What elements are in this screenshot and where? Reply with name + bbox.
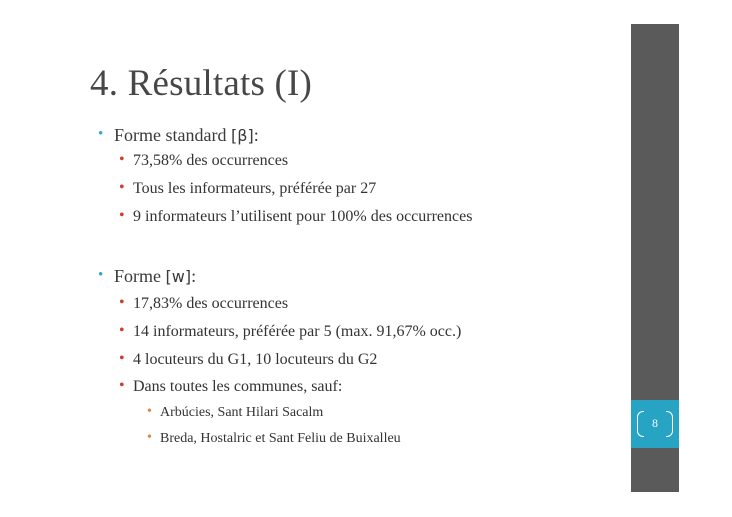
heading-suffix: : [191,266,197,286]
bullet-icon: • [119,207,125,224]
sub-list-item-text: Breda, Hostalric et Sant Feliu de Buixalleu [160,431,401,446]
sub-list-item-text: Arbúcies, Sant Hilari Sacalm [160,405,324,420]
sub-list-item [147,430,401,447]
bullet-icon: • [119,377,125,394]
heading-suffix: : [253,125,259,145]
list-item-text: Dans toutes les communes, sauf: [133,378,343,395]
bullet-icon: • [147,404,152,419]
bullet-icon: • [147,430,152,445]
list-item-text: 73,58% des occurrences [133,152,289,169]
list-item [119,377,343,396]
bullet-icon: • [119,294,125,311]
phonetic-symbol: [β] [230,126,254,145]
bullet-icon: • [119,151,125,168]
right-bracket-icon [666,411,673,437]
slide-title: 4. Résultats (I) [90,63,313,104]
list-item [119,179,377,198]
bullet-forme-w [98,266,197,287]
list-item [119,294,289,313]
list-item-text: 14 informateurs, préférée par 5 (max. 91,67% occ.) [133,323,462,340]
list-item-text: 9 informateurs l’utilisent pour 100% des occurrences [133,208,473,225]
bullet-icon: • [119,322,125,339]
bullet-forme-standard [98,125,259,146]
bullet-icon: • [98,267,104,283]
list-item [119,151,289,170]
heading-prefix: Forme [114,266,166,286]
list-item [119,322,462,341]
bullet-icon: • [98,126,104,142]
phonetic-symbol: [w] [165,267,192,286]
page-number-box [631,400,679,448]
list-item [119,207,473,226]
list-item-text: Tous les informateurs, préférée par 27 [133,180,377,197]
heading-prefix: Forme standard [114,125,231,145]
page-number: 8 [652,416,658,430]
bullet-icon: • [119,350,125,367]
list-item-text: 4 locuteurs du G1, 10 locuteurs du G2 [133,351,378,368]
list-item-text: 17,83% des occurrences [133,295,289,312]
sub-list-item [147,404,324,421]
list-item [119,350,378,369]
bullet-icon: • [119,179,125,196]
